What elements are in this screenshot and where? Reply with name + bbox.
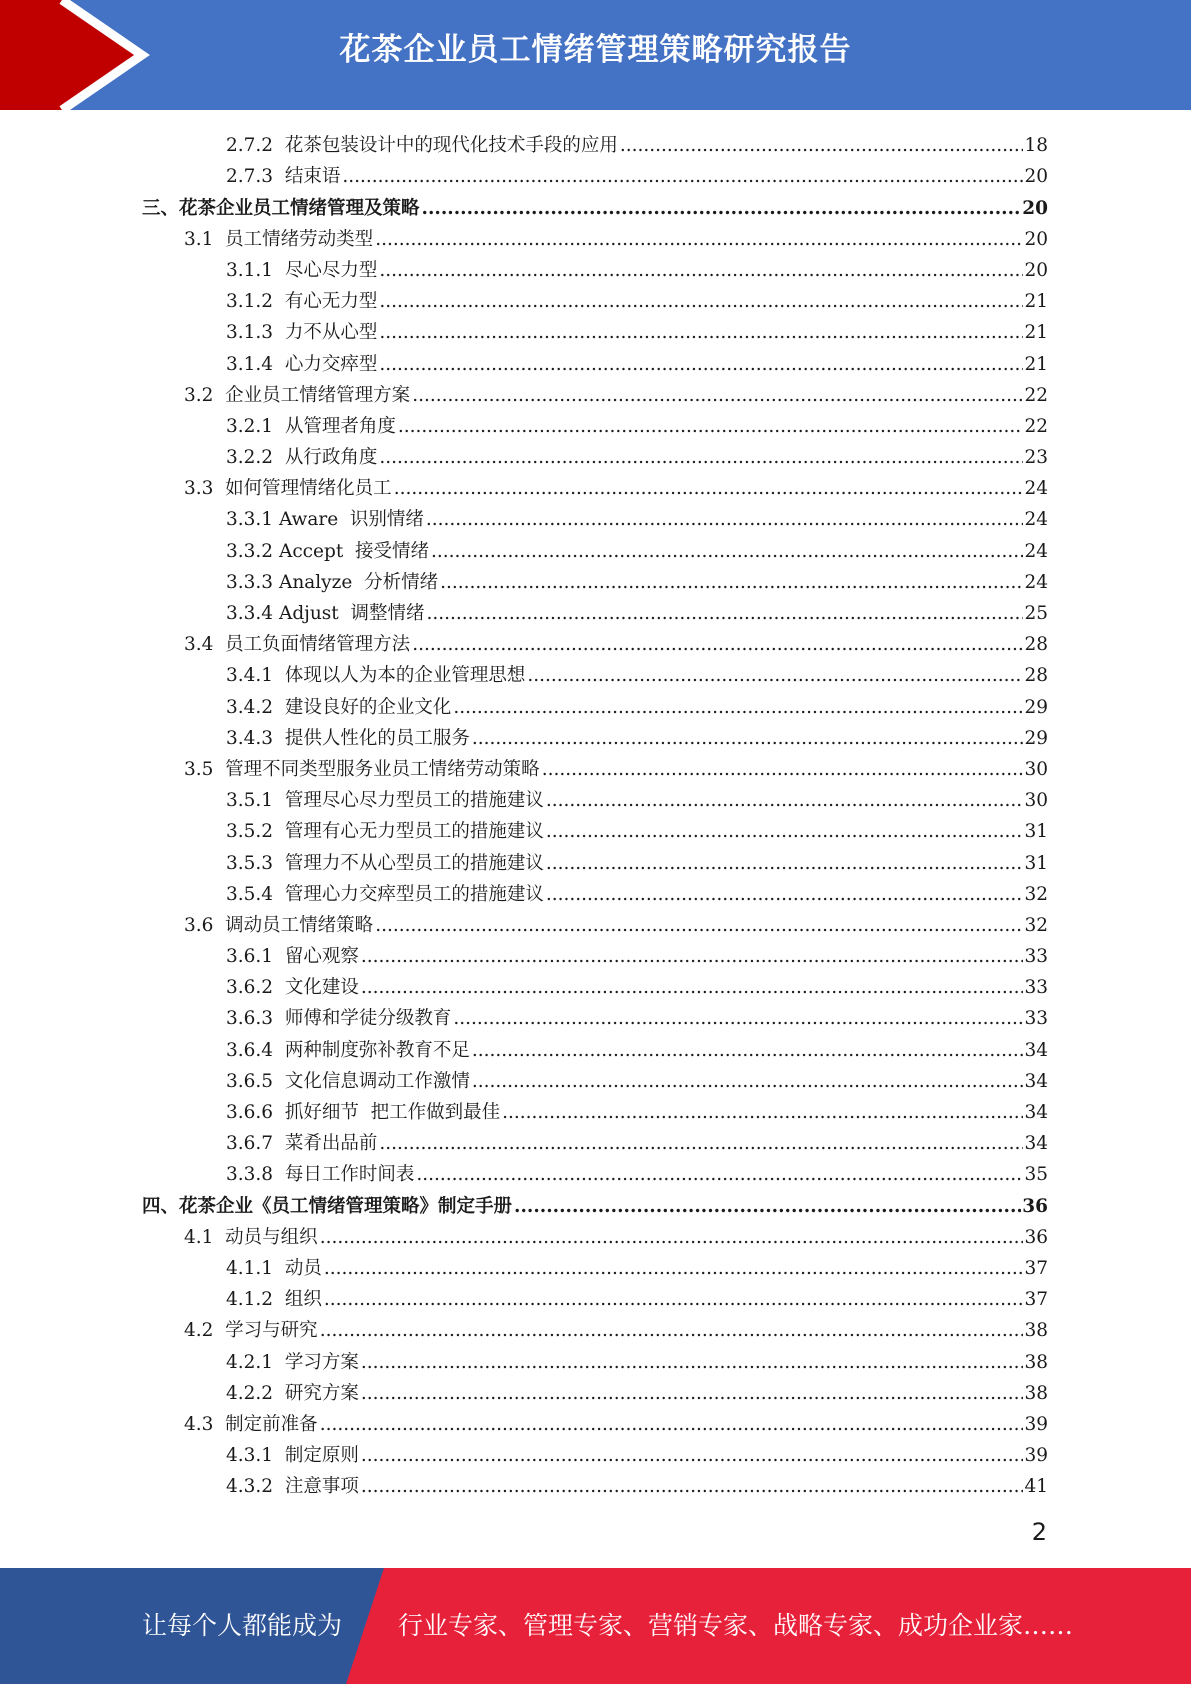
toc-dot-leader bbox=[472, 727, 1024, 751]
toc-dot-leader bbox=[379, 321, 1023, 345]
toc-dot-leader bbox=[546, 852, 1024, 876]
toc-entry-page: 24 bbox=[1024, 540, 1048, 562]
toc-dot-leader bbox=[361, 1382, 1024, 1406]
toc-entry-label: 3.6.4 两种制度弥补教育不足 bbox=[226, 1039, 470, 1061]
toc-entry[interactable] bbox=[0, 969, 1048, 1000]
toc-entry-page: 36 bbox=[1022, 1195, 1048, 1217]
toc-entry-page: 33 bbox=[1024, 946, 1048, 968]
toc-entry[interactable] bbox=[0, 907, 1048, 938]
toc-entry-page: 34 bbox=[1024, 1133, 1048, 1155]
toc-dot-leader bbox=[320, 1226, 1024, 1250]
toc-entry-page: 34 bbox=[1024, 1070, 1048, 1092]
toc-dot-leader bbox=[324, 1257, 1024, 1281]
toc-entry[interactable] bbox=[0, 720, 1048, 751]
toc-dot-leader bbox=[427, 602, 1024, 626]
toc-entry-page: 25 bbox=[1024, 603, 1048, 624]
toc-entry-page: 38 bbox=[1024, 1351, 1048, 1373]
toc-entry-page: 30 bbox=[1024, 758, 1048, 780]
toc-dot-leader bbox=[620, 134, 1024, 158]
toc-entry[interactable] bbox=[0, 626, 1048, 657]
toc-dot-leader bbox=[412, 633, 1023, 657]
toc-dot-leader bbox=[546, 883, 1024, 907]
toc-entry-page: 30 bbox=[1024, 790, 1048, 812]
toc-entry-page: 29 bbox=[1024, 727, 1048, 749]
toc-entry[interactable] bbox=[0, 1468, 1048, 1499]
toc-entry-label: 4.3.2 注意事项 bbox=[226, 1476, 359, 1498]
toc-dot-leader bbox=[361, 976, 1024, 1000]
toc-entry[interactable] bbox=[0, 595, 1048, 626]
toc-entry-page: 37 bbox=[1024, 1257, 1048, 1279]
toc-entry-label: 4.2.1 学习方案 bbox=[226, 1351, 359, 1373]
toc-entry[interactable] bbox=[0, 408, 1048, 439]
toc-entry-label: 3.1.1 尽心尽力型 bbox=[226, 259, 378, 281]
toc-entry[interactable] bbox=[0, 252, 1048, 283]
toc-entry[interactable] bbox=[0, 1219, 1048, 1250]
toc-dot-leader bbox=[320, 1319, 1024, 1343]
toc-entry-page: 21 bbox=[1024, 353, 1048, 375]
toc-entry-page: 20 bbox=[1024, 259, 1048, 281]
toc-entry[interactable] bbox=[0, 501, 1048, 532]
toc-entry-page: 28 bbox=[1024, 665, 1048, 687]
toc-dot-leader bbox=[394, 477, 1024, 501]
toc-entry-page: 23 bbox=[1024, 447, 1048, 469]
toc-dot-leader bbox=[412, 384, 1023, 408]
toc-entry-label: 3.3.3 Analyze 分析情绪 bbox=[226, 571, 439, 593]
toc-entry-label: 3.4.1 体现以人为本的企业管理思想 bbox=[226, 665, 526, 687]
toc-dot-leader bbox=[472, 1070, 1024, 1094]
toc-entry-label: 3.1.3 力不从心型 bbox=[226, 322, 378, 344]
toc-entry-page: 22 bbox=[1024, 384, 1048, 406]
toc-entry-page: 24 bbox=[1024, 478, 1048, 500]
toc-dot-leader bbox=[502, 1101, 1023, 1125]
toc-entry[interactable] bbox=[0, 782, 1048, 813]
toc-dot-leader bbox=[416, 1163, 1023, 1187]
toc-entry-label: 3.4.3 提供人性化的员工服务 bbox=[226, 727, 470, 749]
toc-entry-page: 21 bbox=[1024, 291, 1048, 313]
toc-entry-label: 2.7.3 结束语 bbox=[226, 166, 341, 188]
toc-entry-label: 3.6.3 师傅和学徒分级教育 bbox=[226, 1008, 452, 1030]
toc-entry[interactable] bbox=[0, 1250, 1048, 1281]
page-footer bbox=[0, 1568, 1191, 1684]
toc-entry-page: 20 bbox=[1022, 197, 1048, 219]
toc-entry-page: 31 bbox=[1024, 852, 1048, 874]
toc-entry-label: 3.5.4 管理心力交瘁型员工的措施建议 bbox=[226, 883, 544, 905]
toc-entry-label: 4.2 学习与研究 bbox=[184, 1320, 318, 1342]
toc-dot-leader bbox=[422, 197, 1022, 221]
toc-entry-page: 21 bbox=[1024, 322, 1048, 344]
toc-dot-leader bbox=[379, 446, 1023, 470]
toc-entry-label: 3.3 如何管理情绪化员工 bbox=[184, 478, 392, 500]
toc-entry[interactable] bbox=[0, 127, 1048, 158]
toc-entry-label: 3.2.1 从管理者角度 bbox=[226, 415, 396, 437]
toc-dot-leader bbox=[379, 1132, 1023, 1156]
toc-dot-leader bbox=[361, 1475, 1024, 1499]
toc-entry-label: 4.3.1 制定原则 bbox=[226, 1445, 359, 1467]
toc-entry-page: 33 bbox=[1024, 1008, 1048, 1030]
toc-entry[interactable] bbox=[0, 221, 1048, 252]
toc-entry[interactable] bbox=[0, 283, 1048, 314]
toc-entry[interactable] bbox=[0, 439, 1048, 470]
toc-entry[interactable] bbox=[0, 876, 1048, 907]
toc-entry-page: 24 bbox=[1024, 509, 1048, 531]
toc-entry-label: 3.2.2 从行政角度 bbox=[226, 447, 378, 469]
toc-entry[interactable] bbox=[0, 564, 1048, 595]
toc-entry-page: 33 bbox=[1024, 977, 1048, 999]
toc-dot-leader bbox=[546, 820, 1024, 844]
toc-entry-page: 41 bbox=[1024, 1476, 1048, 1498]
toc-entry[interactable] bbox=[0, 1375, 1048, 1406]
toc-entry[interactable] bbox=[0, 1312, 1048, 1343]
toc-entry-label: 3.3.1 Aware 识别情绪 bbox=[226, 509, 424, 531]
toc-dot-leader bbox=[342, 165, 1023, 189]
toc-entry-label: 3.2 企业员工情绪管理方案 bbox=[184, 384, 411, 406]
toc-entry-label: 3.1 员工情绪劳动类型 bbox=[184, 228, 374, 250]
toc-entry[interactable] bbox=[0, 1063, 1048, 1094]
toc-dot-leader bbox=[379, 353, 1023, 377]
page-number: 2 bbox=[1031, 1518, 1047, 1546]
toc-entry-page: 20 bbox=[1024, 228, 1048, 250]
toc-entry-label: 3.6.7 菜肴出品前 bbox=[226, 1133, 378, 1155]
toc-entry[interactable] bbox=[0, 844, 1048, 875]
toc-entry[interactable] bbox=[0, 314, 1048, 345]
toc-entry[interactable] bbox=[0, 532, 1048, 563]
toc-entry-page: 39 bbox=[1024, 1445, 1048, 1467]
toc-entry-label: 3.4.2 建设良好的企业文化 bbox=[226, 696, 452, 718]
toc-entry[interactable] bbox=[0, 1187, 1048, 1218]
table-of-contents bbox=[0, 127, 1191, 1499]
toc-dot-leader bbox=[398, 415, 1024, 439]
toc-dot-leader bbox=[440, 571, 1023, 595]
document-title: 花茶企业员工情绪管理策略研究报告 bbox=[339, 32, 852, 68]
toc-dot-leader bbox=[426, 508, 1024, 532]
toc-entry-page: 22 bbox=[1024, 415, 1048, 437]
toc-entry[interactable] bbox=[0, 1031, 1048, 1062]
toc-entry-label: 3.5.2 管理有心无力型员工的措施建议 bbox=[226, 821, 544, 843]
toc-entry-label: 3.6.1 留心观察 bbox=[226, 946, 359, 968]
toc-entry-label: 3.6.6 抓好细节 把工作做到最佳 bbox=[226, 1102, 501, 1123]
toc-entry-page: 28 bbox=[1024, 634, 1048, 656]
toc-entry-page: 39 bbox=[1024, 1413, 1048, 1435]
toc-entry-page: 38 bbox=[1024, 1382, 1048, 1404]
toc-entry[interactable] bbox=[0, 345, 1048, 376]
toc-entry-label: 4.1.2 组织 bbox=[226, 1289, 322, 1311]
toc-entry[interactable] bbox=[0, 1094, 1048, 1125]
toc-dot-leader bbox=[431, 540, 1023, 564]
toc-entry-label: 三、花茶企业员工情绪管理及策略 bbox=[142, 197, 420, 219]
toc-dot-leader bbox=[361, 945, 1024, 969]
toc-entry-page: 34 bbox=[1024, 1102, 1048, 1123]
toc-entry[interactable] bbox=[0, 1000, 1048, 1031]
toc-entry-label: 2.7.2 花茶包装设计中的现代化技术手段的应用 bbox=[226, 135, 618, 157]
toc-entry-label: 3.6.5 文化信息调动工作激情 bbox=[226, 1070, 470, 1092]
toc-entry[interactable] bbox=[0, 1437, 1048, 1468]
toc-dot-leader bbox=[379, 290, 1023, 314]
toc-dot-leader bbox=[453, 1007, 1023, 1031]
toc-entry-label: 3.3.4 Adjust 调整情绪 bbox=[226, 603, 425, 624]
toc-entry[interactable] bbox=[0, 1125, 1048, 1156]
toc-dot-leader bbox=[527, 664, 1023, 688]
toc-dot-leader bbox=[542, 758, 1024, 782]
toc-entry-page: 31 bbox=[1024, 821, 1048, 843]
toc-entry[interactable] bbox=[0, 1406, 1048, 1437]
toc-entry-page: 20 bbox=[1024, 166, 1048, 188]
toc-entry[interactable] bbox=[0, 938, 1048, 969]
toc-entry-label: 3.6.2 文化建设 bbox=[226, 977, 359, 999]
toc-entry-page: 32 bbox=[1024, 914, 1048, 936]
toc-entry-page: 32 bbox=[1024, 883, 1048, 905]
toc-entry-label: 3.3.8 每日工作时间表 bbox=[226, 1164, 415, 1186]
toc-dot-leader bbox=[546, 789, 1024, 813]
toc-entry-page: 37 bbox=[1024, 1289, 1048, 1311]
toc-dot-leader bbox=[361, 1351, 1024, 1375]
toc-entry[interactable] bbox=[0, 158, 1048, 189]
toc-entry-label: 4.2.2 研究方案 bbox=[226, 1382, 359, 1404]
toc-entry-label: 3.1.2 有心无力型 bbox=[226, 291, 378, 313]
toc-entry-page: 35 bbox=[1024, 1164, 1048, 1186]
toc-entry-page: 29 bbox=[1024, 696, 1048, 718]
toc-entry-page: 34 bbox=[1024, 1039, 1048, 1061]
toc-dot-leader bbox=[324, 1288, 1024, 1312]
toc-entry[interactable] bbox=[0, 189, 1048, 220]
toc-entry-label: 4.1 动员与组织 bbox=[184, 1226, 318, 1248]
toc-entry-label: 3.1.4 心力交瘁型 bbox=[226, 353, 378, 375]
toc-entry[interactable] bbox=[0, 470, 1048, 501]
toc-entry-label: 3.4 员工负面情绪管理方法 bbox=[184, 634, 411, 656]
toc-dot-leader bbox=[320, 1413, 1024, 1437]
page-header bbox=[0, 0, 1191, 110]
toc-entry-label: 3.5 管理不同类型服务业员工情绪劳动策略 bbox=[184, 758, 540, 780]
footer-slogan-left: 让每个人都能成为 bbox=[142, 1611, 343, 1640]
toc-entry-page: 24 bbox=[1024, 571, 1048, 593]
footer-slogan-right: 行业专家、管理专家、营销专家、战略专家、成功企业家…… bbox=[398, 1611, 1074, 1640]
toc-entry-label: 4.1.1 动员 bbox=[226, 1257, 322, 1279]
toc-entry-page: 36 bbox=[1024, 1226, 1048, 1248]
toc-entry-page: 38 bbox=[1024, 1320, 1048, 1342]
toc-entry[interactable] bbox=[0, 377, 1048, 408]
toc-dot-leader bbox=[375, 228, 1023, 252]
toc-entry-label: 4.3 制定前准备 bbox=[184, 1413, 318, 1435]
toc-dot-leader bbox=[375, 914, 1023, 938]
toc-dot-leader bbox=[472, 1039, 1024, 1063]
toc-entry[interactable] bbox=[0, 1343, 1048, 1374]
toc-entry[interactable] bbox=[0, 751, 1048, 782]
toc-entry-page: 18 bbox=[1024, 135, 1048, 157]
toc-dot-leader bbox=[514, 1195, 1021, 1219]
toc-entry-label: 3.5.3 管理力不从心型员工的措施建议 bbox=[226, 852, 544, 874]
toc-entry[interactable] bbox=[0, 657, 1048, 688]
toc-entry-label: 3.6 调动员工情绪策略 bbox=[184, 914, 374, 936]
toc-entry-label: 四、花茶企业《员工情绪管理策略》制定手册 bbox=[142, 1195, 513, 1217]
toc-entry[interactable] bbox=[0, 813, 1048, 844]
toc-dot-leader bbox=[361, 1444, 1024, 1468]
toc-entry-label: 3.3.2 Accept 接受情绪 bbox=[226, 540, 430, 562]
toc-entry[interactable] bbox=[0, 1156, 1048, 1187]
toc-entry[interactable] bbox=[0, 1281, 1048, 1312]
toc-dot-leader bbox=[453, 696, 1023, 720]
toc-dot-leader bbox=[379, 259, 1023, 283]
toc-entry-label: 3.5.1 管理尽心尽力型员工的措施建议 bbox=[226, 790, 544, 812]
toc-entry[interactable] bbox=[0, 688, 1048, 719]
